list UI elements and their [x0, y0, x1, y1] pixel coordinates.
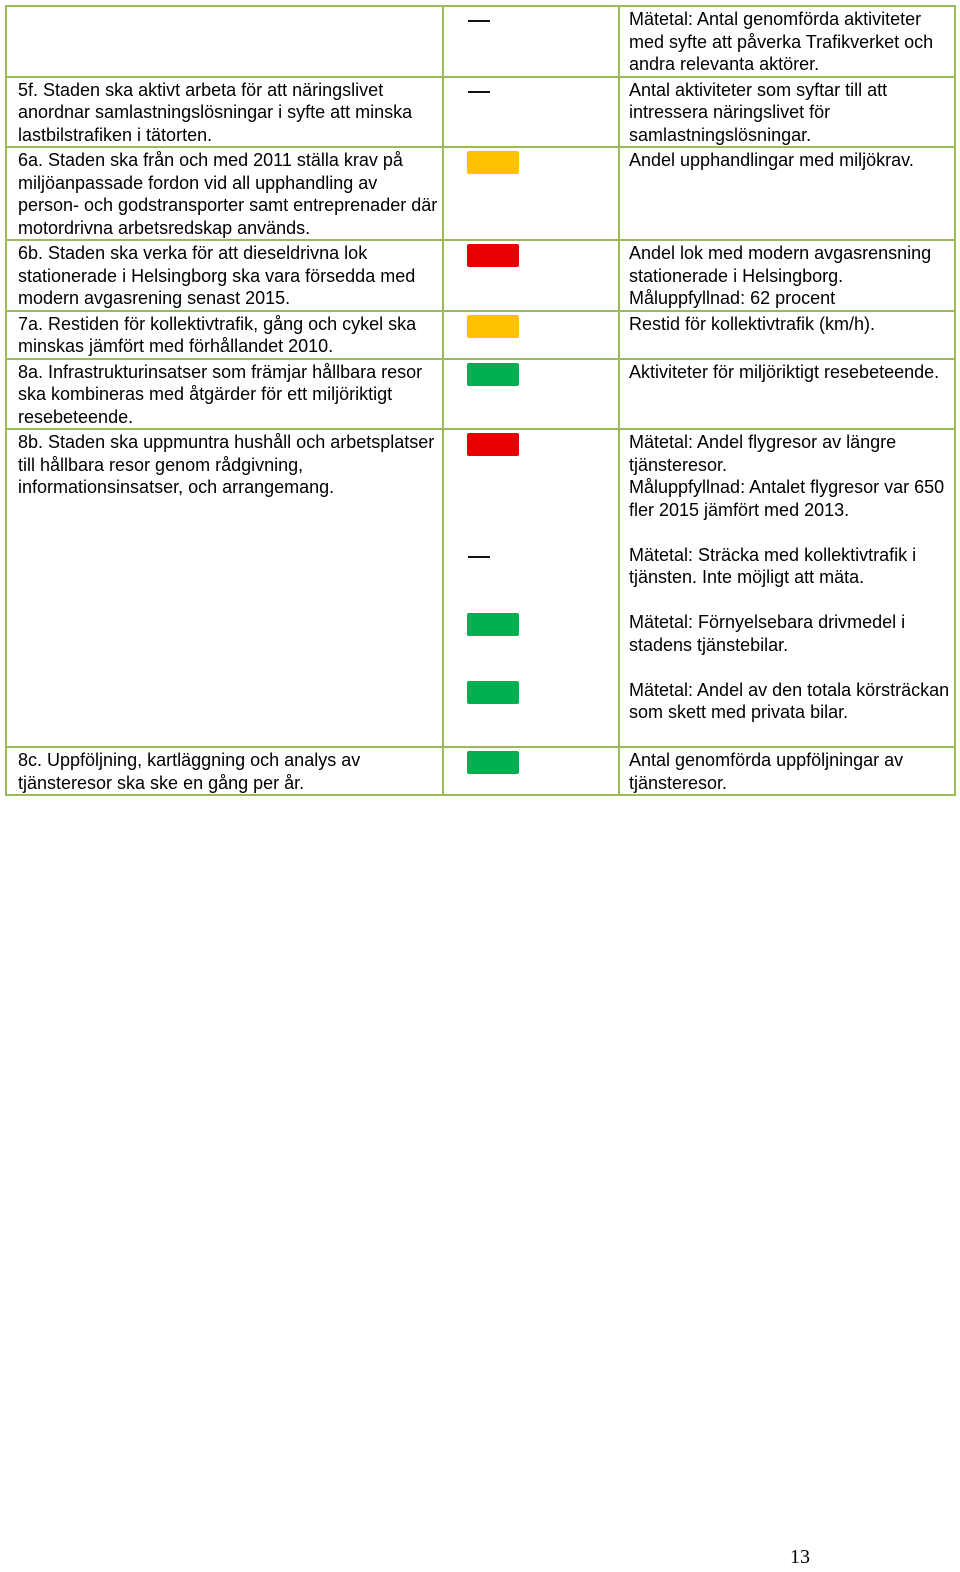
measure-cell [619, 359, 955, 430]
dash-status-indicator [468, 20, 490, 22]
target-fulfilment-text: Måluppfyllnad: Antalet flygresor var 650 fler 2015 jämfört med 2013. [629, 477, 945, 520]
status-cell [443, 311, 619, 359]
table-row [6, 147, 955, 240]
dash-status-indicator [468, 91, 490, 93]
measure-text: Restid för kollektivtrafik (km/h). [629, 313, 876, 334]
status-cell [443, 77, 619, 148]
goal-cell [6, 747, 443, 795]
goals-table [5, 5, 956, 796]
measure-cell [619, 147, 955, 240]
measure-text: Antal genomförda uppföljningar av tjänsteresor. [629, 750, 904, 793]
measure-cell [619, 240, 955, 311]
green-status-indicator [467, 613, 519, 636]
goal-text: 7a. Restiden för kollektivtrafik, gång och cykel ska minskas jämfört med förhållandet 2010. [18, 313, 417, 356]
table-row [6, 6, 955, 77]
red-status-indicator [467, 244, 519, 267]
measure-text: Antal aktiviteter som syftar till att intressera näringslivet för samlastningslösningar. [629, 79, 888, 145]
green-status-indicator [467, 681, 519, 704]
table-row [6, 359, 955, 430]
goal-cell [6, 147, 443, 240]
goal-cell [6, 240, 443, 311]
measure-text: Mätetal: Andel flygresor av längre tjänsteresor. [629, 432, 897, 475]
measure-cell [619, 311, 955, 359]
measure-text: Mätetal: Förnyelsebara drivmedel i stadens tjänstebilar. [629, 612, 906, 655]
dash-status-indicator [468, 556, 490, 558]
goal-text: 5f. Staden ska aktivt arbeta för att näringslivet anordnar samlastningslösningar i syfte att minska lastbilstrafiken i tätorten. [18, 79, 413, 145]
goal-text: 6b. Staden ska verka för att dieseldrivna lok stationerade i Helsingborg ska vara försedda med modern avgasrening senast 2015. [18, 243, 416, 308]
target-fulfilment-text: Måluppfyllnad: 62 procent [629, 288, 836, 308]
page-number: 13 [790, 1546, 810, 1568]
table-row [6, 429, 955, 747]
measure-text: Andel lok med modern avgasrensning stationerade i Helsingborg. [629, 243, 932, 286]
goal-text: 8c. Uppföljning, kartläggning och analys av tjänsteresor ska ske en gång per år. [18, 750, 361, 793]
goal-cell [6, 359, 443, 430]
table-row [6, 747, 955, 795]
status-cell [443, 359, 619, 430]
goal-cell [6, 311, 443, 359]
status-cell [443, 240, 619, 311]
status-cell [443, 147, 619, 240]
measure-text: Andel upphandlingar med miljökrav. [629, 150, 914, 170]
goal-cell [6, 429, 443, 747]
table-row [6, 240, 955, 311]
yellow-status-indicator [467, 315, 519, 338]
measure-text: Mätetal: Antal genomförda aktiviteter med syfte att påverka Trafikverket och andra relevanta aktörer. [629, 9, 934, 74]
measure-cell [619, 6, 955, 77]
goal-cell [6, 6, 443, 77]
status-cell [443, 429, 619, 747]
goal-text: 6a. Staden ska från och med 2011 ställa krav på miljöanpassade fordon vid all upphandling av person- och godstransporter samt entreprenader där motordrivna arbetsredskap används. [18, 150, 438, 238]
measure-cell [619, 77, 955, 148]
status-cell [443, 6, 619, 77]
goal-text: 8b. Staden ska uppmuntra hushåll och arbetsplatser till hållbara resor genom rådgivning, informationsinsatser, och arrangemang. [18, 432, 435, 497]
measure-text: Mätetal: Andel av den totala körsträckan som skett med privata bilar. [629, 679, 950, 722]
green-status-indicator [467, 751, 519, 774]
measure-text: Mätetal: Sträcka med kollektivtrafik i tjänsten. Inte möjligt att mäta. [629, 544, 917, 587]
yellow-status-indicator [467, 151, 519, 174]
green-status-indicator [467, 363, 519, 386]
status-cell [443, 747, 619, 795]
red-status-indicator [467, 433, 519, 456]
measure-cell [619, 429, 955, 747]
table-row [6, 77, 955, 148]
goal-text: 8a. Infrastrukturinsatser som främjar hållbara resor ska kombineras med åtgärder för ett miljöriktigt resebeteende. [18, 361, 423, 427]
measure-text: Aktiviteter för miljöriktigt resebeteende. [629, 361, 940, 382]
measure-cell [619, 747, 955, 795]
goal-cell [6, 77, 443, 148]
table-row [6, 311, 955, 359]
